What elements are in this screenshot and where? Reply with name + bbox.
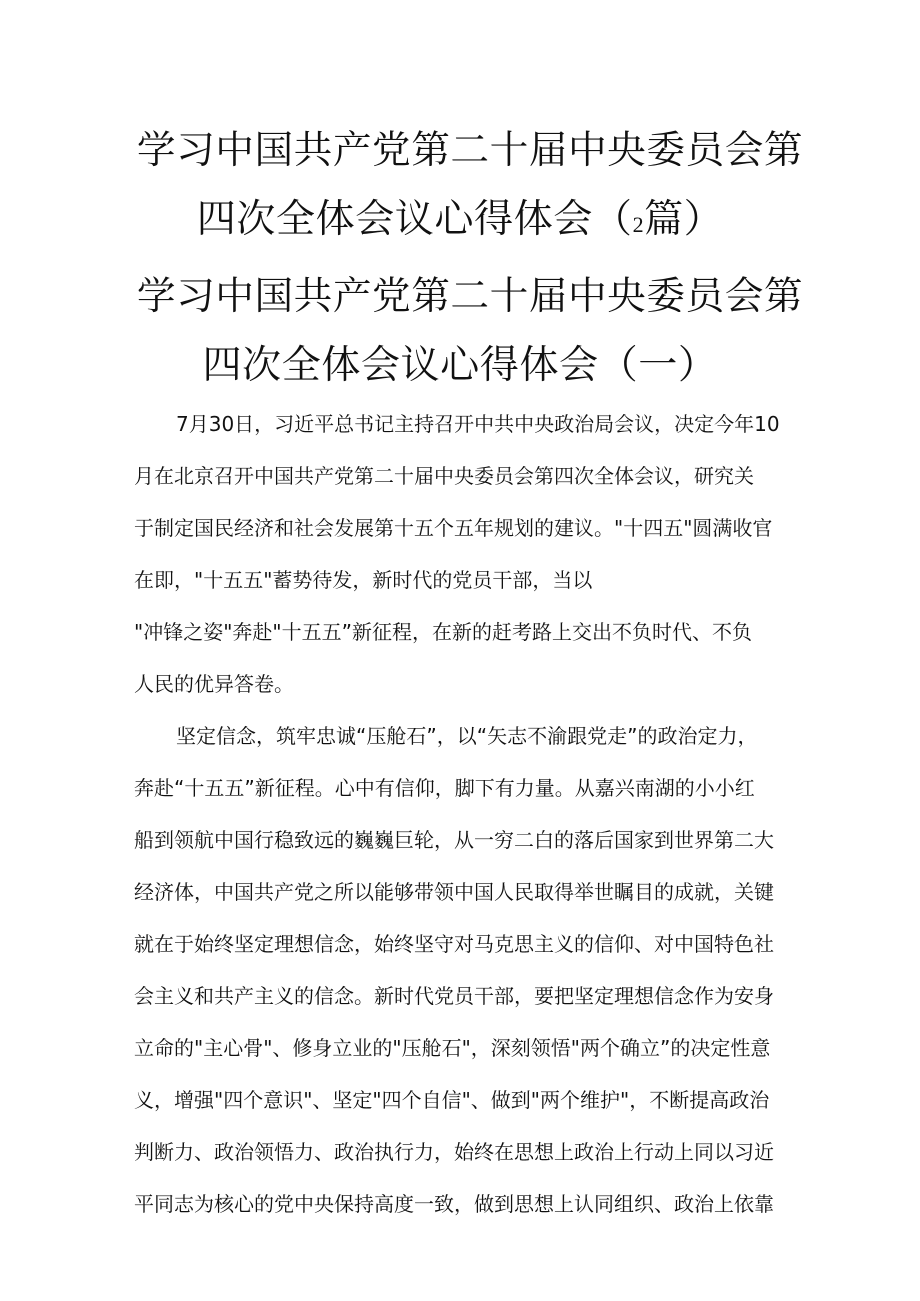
- text-line: 人民的优异答卷。: [134, 672, 294, 696]
- text-line: 7月30日，习近平总书记主持召开中共中央政治局会议，决定今年10: [176, 412, 780, 436]
- text-line: 经济体，中国共产党之所以能够带领中国人民取得举世瞩目的成就，关键: [134, 880, 774, 904]
- document-title-line-2: [0, 197, 920, 242]
- text-line: 会主义和共产主义的信念。新时代党员干部，要把坚定理想信念作为安身: [134, 984, 774, 1008]
- text-line: 就在于始终坚定理想信念，始终坚守对马克思主义的信仰、对中国特色社: [134, 932, 774, 956]
- text-line: 立命的"主心骨"、修身立业的"压舱石"，深刻领悟"两个确立”的决定性意: [134, 1036, 771, 1060]
- title-text-end: 篇）: [644, 197, 724, 242]
- text-line: 船到领航中国行稳致远的巍巍巨轮，从一穷二白的落后国家到世界第二大: [134, 828, 774, 852]
- text-line: 奔赴“十五五”新征程。心中有信仰，脚下有力量。从嘉兴南湖的小小红: [134, 776, 755, 800]
- section-title-line-2: 四次全体会议心得体会（一）: [202, 343, 718, 388]
- title-text: 四次全体会议心得体会（: [196, 197, 633, 242]
- text-line: "冲锋之姿"奔赴"十五五”新征程，在新的赶考路上交出不负时代、不负: [134, 620, 752, 644]
- text-line: 义，增强"四个意识"、坚定"四个自信"、做到"两个维护"，不断提高政治: [134, 1088, 770, 1112]
- text-line: 坚定信念，筑牢忠诚“压舱石”，以“矢志不渝跟党走”的政治定力，: [176, 724, 758, 748]
- text-line: 于制定国民经济和社会发展第十五个五年规划的建议。"十四五"圆满收官: [134, 516, 773, 540]
- text-line: 月在北京召开中国共产党第二十届中央委员会第四次全体会议，研究关: [134, 464, 754, 488]
- title-count: 2: [632, 212, 645, 237]
- text-line: 判断力、政治领悟力、政治执行力，始终在思想上政治上行动上同以习近: [134, 1140, 774, 1164]
- text-line: 在即，"十五五"蓄势待发，新时代的党员干部，当以: [134, 568, 593, 592]
- section-title-line-1: 学习中国共产党第二十届中央委员会第: [136, 274, 804, 319]
- text-line: 平同志为核心的党中央保持高度一致，做到思想上认同组织、政治上依靠: [134, 1192, 774, 1216]
- document-title-line-1: 学习中国共产党第二十届中央委员会第: [136, 128, 804, 173]
